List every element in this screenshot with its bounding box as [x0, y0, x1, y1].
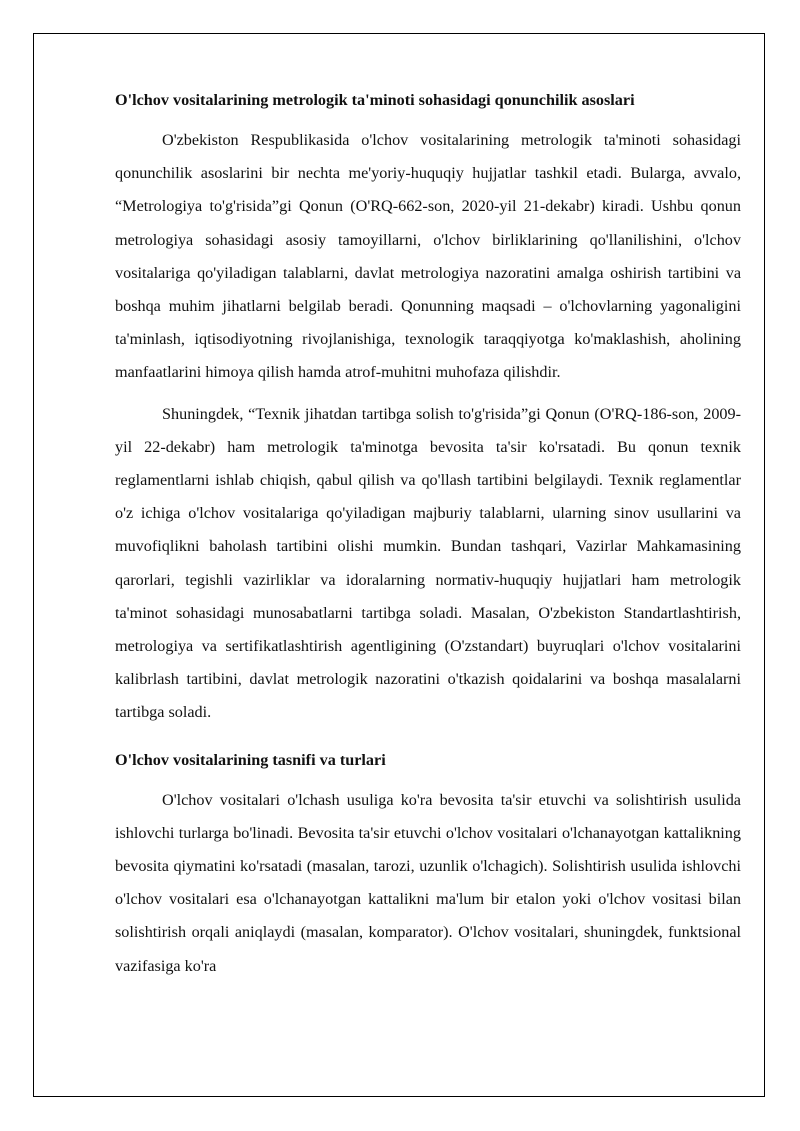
paragraph-metrology-law: O'zbekiston Respublikasida o'lchov vositalarining metrologik ta'minoti sohasidagi qonunchilik asoslarini bir nechta me'yoriy-huquqiy hujjatlar tashkil etadi. Bularga, avvalo, “Metrologiya to'g'risida”gi Qonun (O'RQ-662-son, 2020-yil 21-dekabr) kiradi. Ushbu qonun metrologiya sohasidagi asosiy tamoyillarni, o'lchov birliklarining qo'llanilishini, o'lchov vositalariga qo'yiladigan talablarni, davlat metrologiya nazoratini amalga oshirish tartibini va boshqa muhim jihatlarni belgilab beradi. Qonunning maqsadi – o'lchovlarning yagonaligini ta'minlash, iqtisodiyotning rivojlanishiga, texnologik taraqqiyotga ko'maklashish, aholining manfaatlarini himoya qilish hamda atrof-muhitni muhofaza qilishdir. — [115, 131, 741, 382]
section-heading-classification: O'lchov vositalarining tasnifi va turlari — [115, 750, 386, 769]
paragraph-classification: O'lchov vositalari o'lchash usuliga ko'ra bevosita ta'sir etuvchi va solishtirish usulida ishlovchi turlarga bo'linadi. Bevosita ta'sir etuvchi o'lchov vositalari o'lchanayotgan kattalikning bevosita qiymatini ko'rsatadi (masalan, tarozi, uzunlik o'lchagich). Solishtirish usulida ishlovchi o'lchov vositalari esa o'lchanayotgan kattalikni ma'lum bir etalon yoki o'lchov vositasi bilan solishtirish orqali aniqlaydi (masalan, komparator). O'lchov vositalari, shuningdek, funktsional vazifasiga ko'ra — [115, 790, 741, 975]
section-heading-legal-basis: O'lchov vositalarining metrologik ta'minoti sohasidagi qonunchilik asoslari — [115, 91, 635, 109]
document-body — [115, 84, 741, 983]
paragraph-technical-regulation-law: Shuningdek, “Texnik jihatdan tartibga solish to'g'risida”gi Qonun (O'RQ-186-son, 2009-yil 22-dekabr) ham metrologik ta'minotga bevosita ta'sir ko'rsatadi. Bu qonun texnik reglamentlarni ishlab chiqish, qabul qilish va qo'llash tartibini belgilaydi. Texnik reglamentlar o'z ichiga o'lchov vositalariga qo'yiladigan majburiy talablarni, ularning sinov usullarini va muvofiqlikni baholash tartibini olishi mumkin. Bundan tashqari, Vazirlar Mahkamasining qarorlari, tegishli vazirliklar va idoralarning normativ-huquqiy hujjatlari ham metrologik ta'minot sohasidagi munosabatlarni tartibga soladi. Masalan, O'zbekiston Standartlashtirish, metrologiya va sertifikatlashtirish agentligining (O'zstandart) buyruqlari o'lchov vositalarini kalibrlash tartibini, davlat metrologik nazoratini o'tkazish qoidalarini va boshqa masalalarni tartibga soladi. — [115, 404, 741, 722]
